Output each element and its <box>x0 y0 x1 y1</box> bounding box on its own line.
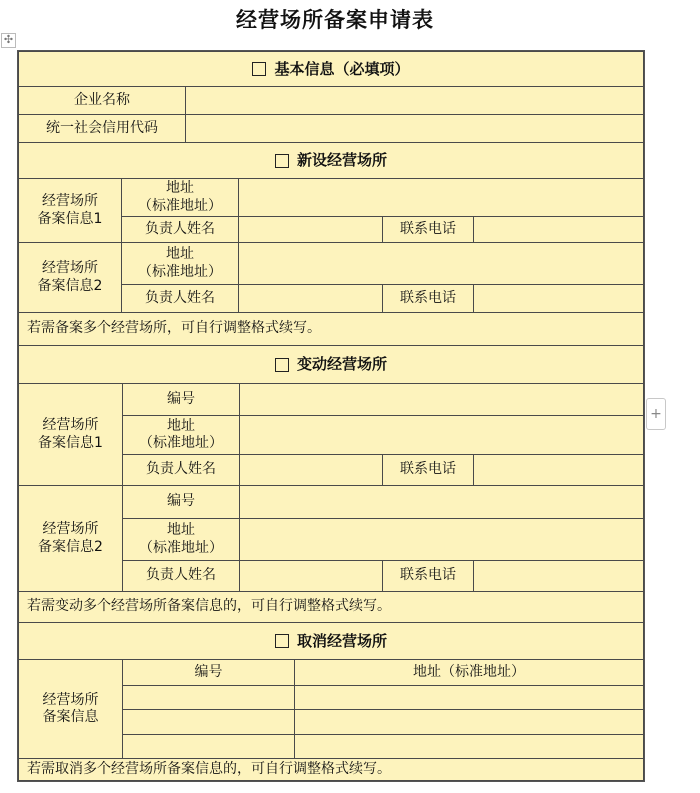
new-site1-phone-field[interactable] <box>473 216 644 243</box>
address-label-line2: （标准地址） <box>139 539 223 556</box>
basic-info-checkbox[interactable] <box>252 62 266 76</box>
new-site2-phone-field[interactable] <box>473 284 644 313</box>
change-site1-person-label: 负责人姓名 <box>122 454 240 486</box>
change-site2-address-label <box>122 518 240 561</box>
address-label-line1: 地址 <box>166 246 194 262</box>
group-label-line2: 备案信息 <box>42 709 99 725</box>
new-site2-person-label: 负责人姓名 <box>121 284 239 313</box>
group-label-line1: 经营场所 <box>42 260 98 276</box>
cancel-row1-number-field[interactable] <box>122 685 295 710</box>
new-site-group1-label <box>18 178 122 243</box>
group-label-line1: 经营场所 <box>42 521 99 537</box>
table-move-handle-icon[interactable]: ✣ <box>1 33 16 48</box>
basic-info-header <box>18 51 644 87</box>
change-site-checkbox[interactable] <box>275 358 289 372</box>
credit-code-label: 统一社会信用代码 <box>18 114 186 143</box>
company-name-label: 企业名称 <box>18 86 186 115</box>
cancel-row3-address-field[interactable] <box>294 734 644 759</box>
page-title: 经营场所备案申请表 <box>236 7 434 32</box>
new-site-checkbox[interactable] <box>275 154 289 168</box>
group-label-line1: 经营场所 <box>42 691 99 708</box>
new-site2-address-label <box>121 242 239 285</box>
cancel-row1-address-field[interactable] <box>294 685 644 710</box>
group-label-line2: 备案信息1 <box>38 434 103 451</box>
address-label-line2: （标准地址） <box>138 263 222 280</box>
cancel-address-column-header: 地址（标准地址） <box>294 659 644 686</box>
cancel-row2-number-field[interactable] <box>122 709 295 735</box>
change-site2-address-field[interactable] <box>239 518 644 561</box>
new-site2-phone-label: 联系电话 <box>382 284 474 313</box>
company-name-field[interactable] <box>185 86 644 115</box>
change-site2-phone-field[interactable] <box>473 560 644 592</box>
address-label-line1: 地址 <box>166 180 194 196</box>
group-label-line2: 备案信息2 <box>37 277 103 294</box>
change-site2-phone-label: 联系电话 <box>382 560 474 592</box>
change-site2-number-label: 编号 <box>122 485 240 519</box>
new-site-header-text: 新设经营场所 <box>296 151 387 170</box>
change-site1-address-label <box>122 415 240 455</box>
cancel-site-header-text: 取消经营场所 <box>296 631 387 650</box>
cancel-site-header <box>18 622 644 660</box>
change-site1-number-field[interactable] <box>239 383 644 416</box>
change-site-header-text: 变动经营场所 <box>296 355 387 374</box>
group-label-line2: 备案信息1 <box>37 210 103 227</box>
new-site1-person-label: 负责人姓名 <box>121 216 239 243</box>
new-site1-phone-label: 联系电话 <box>382 216 474 243</box>
change-site1-phone-field[interactable] <box>473 454 644 486</box>
group-label-line1: 经营场所 <box>42 193 98 209</box>
change-site1-number-label: 编号 <box>122 383 240 416</box>
new-site1-address-field[interactable] <box>238 178 644 217</box>
new-site-group2-label <box>18 242 122 313</box>
change-site2-number-field[interactable] <box>239 485 644 519</box>
change-site2-person-field[interactable] <box>239 560 383 592</box>
new-site-note: 若需备案多个经营场所，可自行调整格式续写。 <box>18 312 644 346</box>
change-site-group1-label <box>18 383 123 486</box>
application-form-table <box>17 50 645 782</box>
new-site1-person-field[interactable] <box>238 216 383 243</box>
address-label-line2: （标准地址） <box>138 197 222 214</box>
new-site1-address-label <box>121 178 239 217</box>
cancel-number-column-header: 编号 <box>122 659 295 686</box>
new-site-header <box>18 142 644 179</box>
new-site2-address-field[interactable] <box>238 242 644 285</box>
change-site-group2-label <box>18 485 123 592</box>
cancel-site-checkbox[interactable] <box>275 634 289 648</box>
address-label-line1: 地址 <box>167 522 195 538</box>
change-site1-phone-label: 联系电话 <box>382 454 474 486</box>
basic-info-header-text: 基本信息（必填项） <box>274 59 410 78</box>
change-site-header <box>18 345 644 384</box>
cancel-site-group-label <box>18 659 123 759</box>
change-site2-person-label: 负责人姓名 <box>122 560 240 592</box>
group-label-line2: 备案信息2 <box>38 538 103 555</box>
cancel-row2-address-field[interactable] <box>294 709 644 735</box>
address-label-line1: 地址 <box>167 417 195 434</box>
add-column-handle-icon[interactable]: + <box>646 398 666 430</box>
group-label-line1: 经营场所 <box>42 417 99 433</box>
change-site1-address-field[interactable] <box>239 415 644 455</box>
address-label-line2: （标准地址） <box>139 435 223 451</box>
credit-code-field[interactable] <box>185 114 644 143</box>
new-site2-person-field[interactable] <box>238 284 383 313</box>
change-site-note: 若需变动多个经营场所备案信息的，可自行调整格式续写。 <box>18 591 644 623</box>
cancel-row3-number-field[interactable] <box>122 734 295 759</box>
cancel-site-note: 若需取消多个经营场所备案信息的，可自行调整格式续写。 <box>18 758 644 781</box>
change-site1-person-field[interactable] <box>239 454 383 486</box>
